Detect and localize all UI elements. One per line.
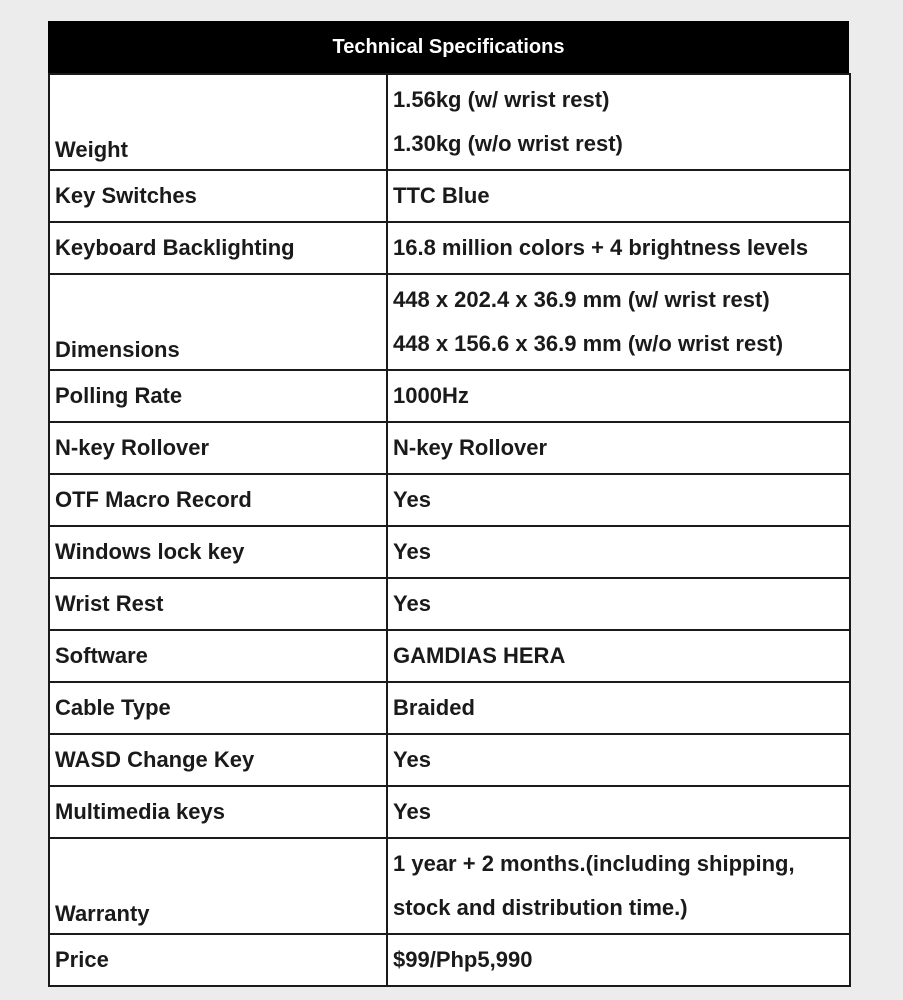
spec-label: Price [49,934,387,986]
spec-label: Windows lock key [49,526,387,578]
table-row [49,170,850,222]
spec-value-cell [387,734,850,786]
table-title: Technical Specifications [48,21,849,73]
spec-value: 1 year + 2 months.(including shipping, [393,851,795,876]
spec-value: N-key Rollover [393,435,548,460]
table-row [49,422,850,474]
spec-value-cell [387,370,850,422]
spec-value-cell [387,74,850,170]
spec-value: 16.8 million colors + 4 brightness levels [393,235,809,260]
table-row [49,274,850,370]
spec-label: N-key Rollover [49,422,387,474]
spec-value-cell [387,934,850,986]
spec-label: Software [49,630,387,682]
spec-label: Warranty [49,838,387,934]
spec-value: Yes [393,799,431,824]
table-row [49,74,850,170]
spec-value: Yes [393,487,431,512]
spec-value: stock and distribution time.) [393,895,688,920]
spec-label: Weight [49,74,387,170]
table-row [49,838,850,934]
spec-value-cell [387,786,850,838]
spec-value: 448 x 202.4 x 36.9 mm (w/ wrist rest) [393,287,770,312]
spec-value-cell [387,838,850,934]
spec-value-cell [387,422,850,474]
spec-value-cell [387,630,850,682]
table-row [49,578,850,630]
spec-value: Yes [393,591,431,616]
spec-label: OTF Macro Record [49,474,387,526]
table-row [49,630,850,682]
table-row [49,682,850,734]
spec-label: Key Switches [49,170,387,222]
spec-table-container [48,21,849,987]
spec-value-cell [387,222,850,274]
spec-label: Multimedia keys [49,786,387,838]
spec-value-cell [387,526,850,578]
table-row [49,786,850,838]
spec-label: Wrist Rest [49,578,387,630]
spec-value: TTC Blue [393,183,490,208]
spec-value: 1.30kg (w/o wrist rest) [393,131,623,156]
spec-value: Yes [393,747,431,772]
spec-label: Keyboard Backlighting [49,222,387,274]
spec-value-cell [387,682,850,734]
spec-value: GAMDIAS HERA [393,643,566,668]
table-row [49,370,850,422]
spec-value: Yes [393,539,431,564]
spec-value: 448 x 156.6 x 36.9 mm (w/o wrist rest) [393,331,784,356]
spec-value: 1.56kg (w/ wrist rest) [393,87,610,112]
spec-value-cell [387,274,850,370]
spec-label: WASD Change Key [49,734,387,786]
spec-value-cell [387,578,850,630]
spec-label: Cable Type [49,682,387,734]
table-row [49,474,850,526]
spec-value: 1000Hz [393,383,469,408]
spec-value: Braided [393,695,475,720]
spec-table [48,73,851,987]
table-row [49,222,850,274]
spec-value-cell [387,170,850,222]
table-row [49,526,850,578]
spec-label: Polling Rate [49,370,387,422]
spec-table-body [49,74,850,986]
table-row [49,934,850,986]
spec-label: Dimensions [49,274,387,370]
table-row [49,734,850,786]
spec-value-cell [387,474,850,526]
spec-value: $99/Php5,990 [393,947,533,972]
